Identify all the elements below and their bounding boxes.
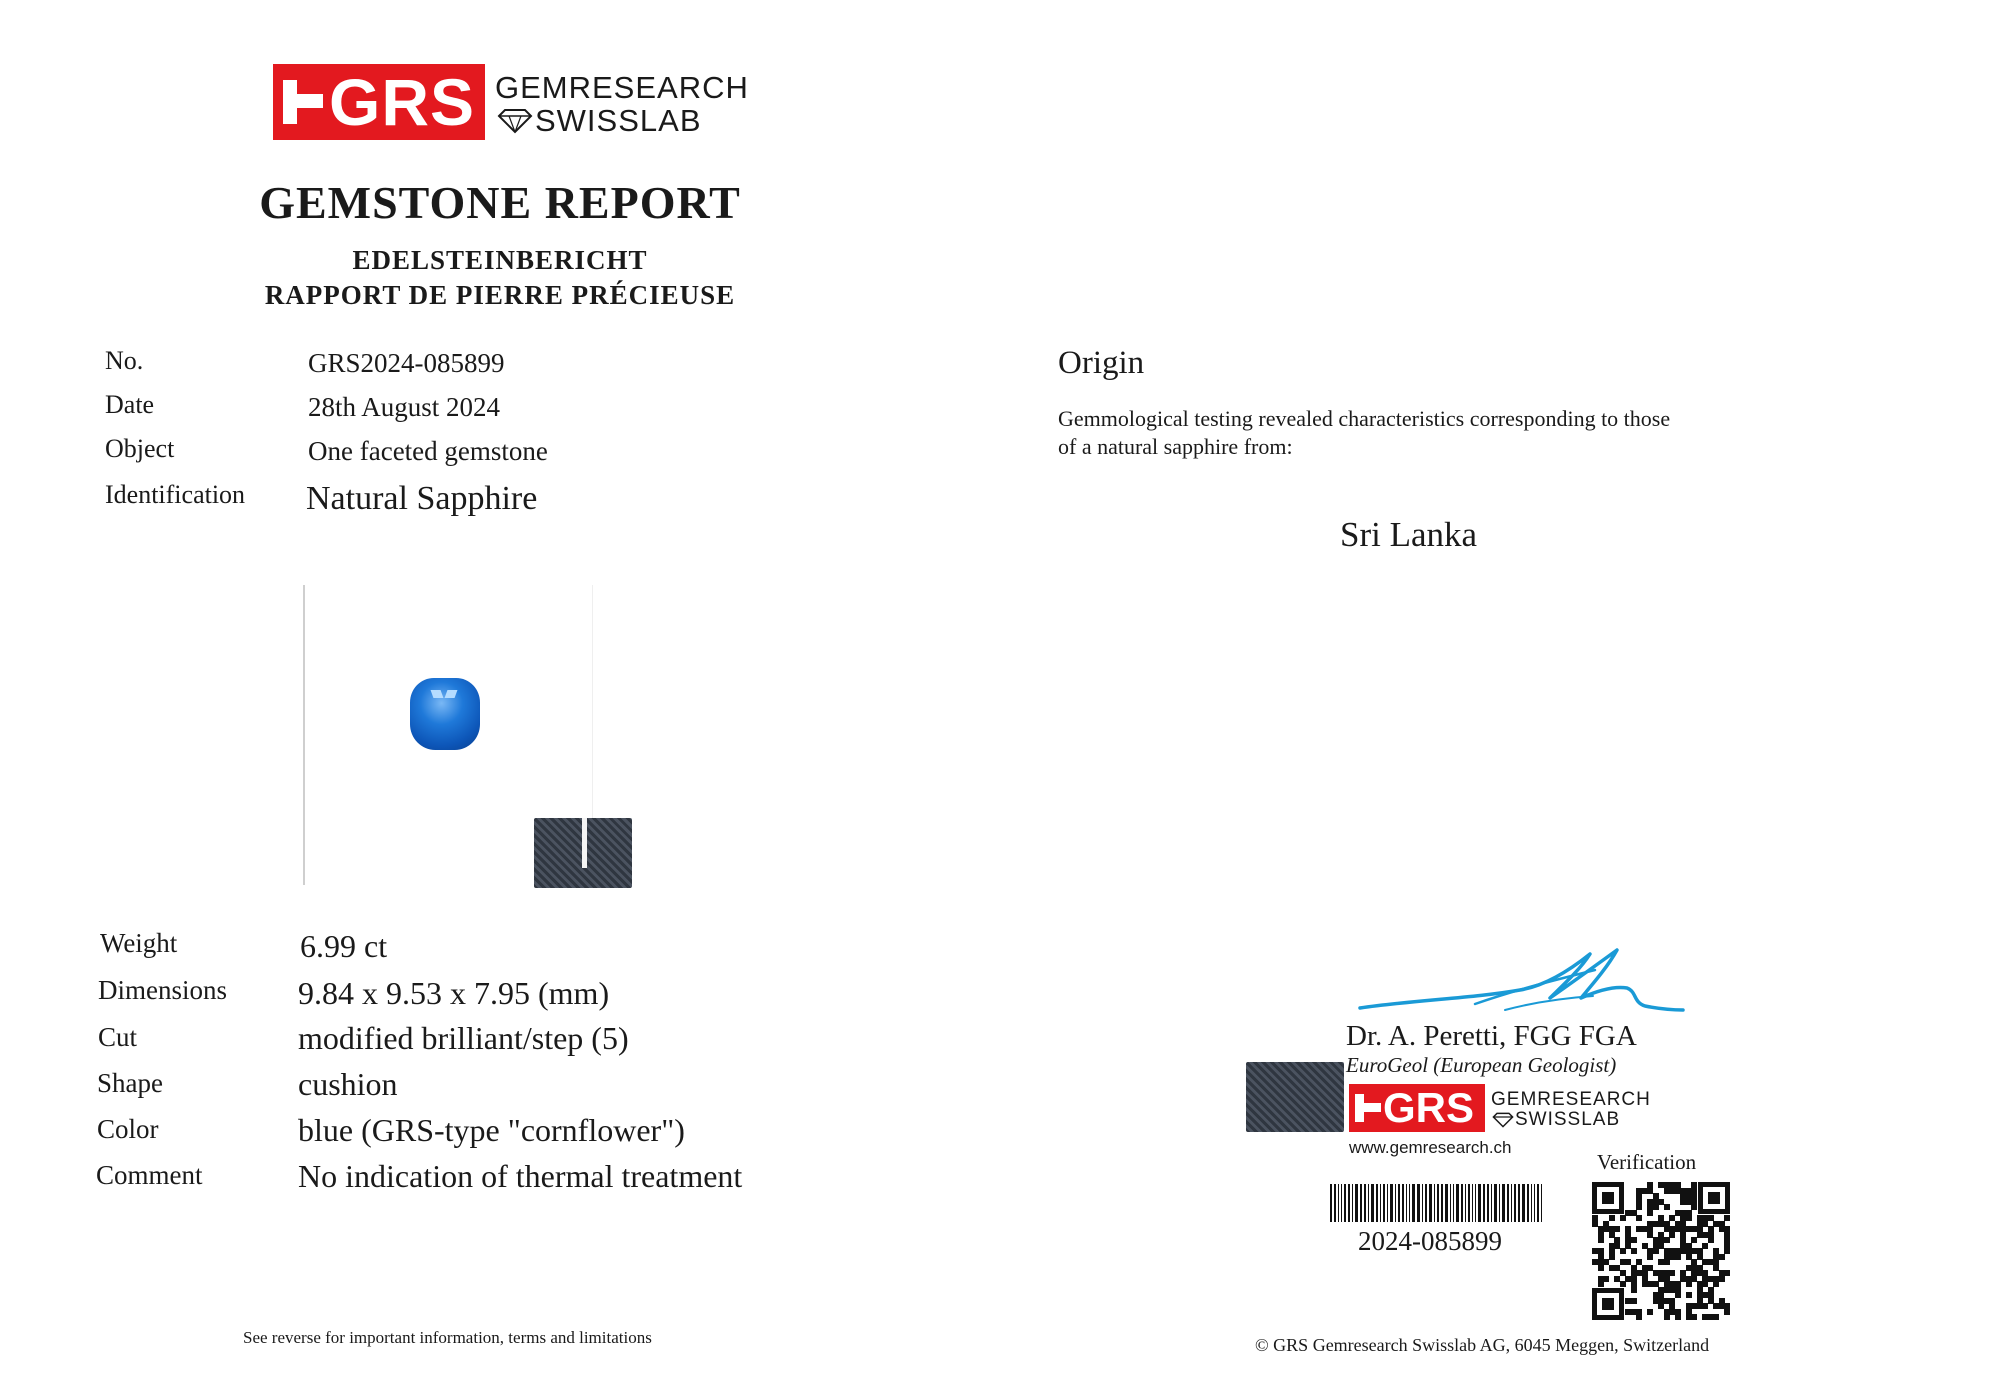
diamond-icon xyxy=(495,108,535,134)
logo-line-2: SWISSLAB xyxy=(535,102,702,138)
qr-module xyxy=(1713,1314,1719,1320)
barcode-bar xyxy=(1422,1184,1423,1222)
barcode-bar xyxy=(1437,1184,1439,1222)
stamp-hologram xyxy=(1246,1062,1344,1132)
info-label-identification: Identification xyxy=(105,480,246,509)
report-title: GEMSTONE REPORT xyxy=(259,177,741,228)
stamp-logo-line-2: SWISSLAB xyxy=(1515,1108,1621,1130)
hologram-seal xyxy=(534,818,632,888)
barcode-bar xyxy=(1425,1184,1427,1222)
barcode-bar xyxy=(1348,1184,1350,1222)
info-value-object: One faceted gemstone xyxy=(308,436,548,466)
barcode-bar xyxy=(1398,1184,1400,1222)
qr-module xyxy=(1647,1254,1653,1260)
barcode-bar xyxy=(1383,1184,1385,1222)
origin-text-line-2: of a natural sapphire from: xyxy=(1058,434,1293,459)
footer-copyright: © GRS Gemresearch Swisslab AG, 6045 Meggen, Switzerland xyxy=(1255,1335,1710,1355)
qr-module xyxy=(1691,1237,1697,1243)
grs-logo-letters: GRS xyxy=(329,65,476,139)
origin-country: Sri Lanka xyxy=(1340,515,1478,554)
barcode-bar xyxy=(1531,1184,1532,1222)
qr-module xyxy=(1708,1237,1714,1243)
barcode-bar xyxy=(1483,1184,1485,1222)
barcode-bar xyxy=(1468,1184,1470,1222)
qr-module xyxy=(1631,1287,1637,1293)
qr-module xyxy=(1713,1281,1719,1287)
barcode-bar xyxy=(1352,1184,1353,1222)
detail-value-color: blue (GRS-type "cornflower") xyxy=(298,1112,685,1148)
barcode-bar xyxy=(1461,1184,1463,1222)
qr-module xyxy=(1724,1270,1730,1276)
detail-label-comment: Comment xyxy=(96,1160,203,1190)
barcode-bar xyxy=(1511,1184,1512,1222)
qr-module xyxy=(1686,1215,1692,1221)
footer-disclaimer: See reverse for important information, terms and limitations xyxy=(243,1328,652,1347)
detail-value-dimensions: 9.84 x 9.53 x 7.95 (mm) xyxy=(298,975,610,1011)
barcode-bar xyxy=(1527,1184,1529,1222)
signature xyxy=(1355,940,1685,1020)
stamp-diamond-icon xyxy=(1491,1112,1515,1128)
barcode-bar xyxy=(1491,1184,1492,1222)
qr-module xyxy=(1598,1265,1604,1271)
barcode-bar xyxy=(1334,1184,1336,1222)
barcode-bar xyxy=(1395,1184,1396,1222)
qr-module xyxy=(1631,1248,1637,1254)
barcode-bar xyxy=(1445,1184,1448,1222)
detail-value-shape: cushion xyxy=(298,1066,398,1102)
qr-module xyxy=(1719,1276,1725,1282)
qr-module xyxy=(1603,1276,1609,1282)
barcode-bar xyxy=(1360,1184,1362,1222)
qr-module xyxy=(1598,1281,1604,1287)
barcode xyxy=(1330,1184,1550,1222)
barcode-bar xyxy=(1507,1184,1509,1222)
qr-module xyxy=(1609,1254,1615,1260)
barcode-bar xyxy=(1387,1184,1388,1222)
barcode-bar xyxy=(1338,1184,1339,1222)
qr-module xyxy=(1653,1204,1659,1210)
barcode-bar xyxy=(1478,1184,1481,1222)
barcode-bar xyxy=(1368,1184,1369,1222)
stamp-logo-line-1: GEMRESEARCH xyxy=(1491,1089,1651,1110)
qr-module xyxy=(1686,1281,1692,1287)
info-value-number: GRS2024-085899 xyxy=(308,348,505,378)
barcode-bar xyxy=(1472,1184,1473,1222)
barcode-bar xyxy=(1330,1184,1332,1222)
qr-code[interactable] xyxy=(1592,1182,1730,1320)
qr-module xyxy=(1691,1314,1697,1320)
qr-module xyxy=(1620,1248,1626,1254)
report-subtitle-de: EDELSTEINBERICHT xyxy=(352,245,648,275)
qr-module xyxy=(1647,1210,1653,1216)
grs-logo xyxy=(273,64,749,140)
barcode-bar xyxy=(1371,1184,1374,1222)
qr-module xyxy=(1631,1298,1637,1304)
qr-module xyxy=(1631,1237,1637,1243)
barcode-bar xyxy=(1450,1184,1451,1222)
origin-text-line-1: Gemmological testing revealed characteristics corresponding to those xyxy=(1058,406,1671,431)
info-label-date: Date xyxy=(105,390,155,419)
detail-label-weight: Weight xyxy=(100,928,178,958)
barcode-bar xyxy=(1499,1184,1500,1222)
qr-module xyxy=(1653,1248,1659,1254)
barcode-bar xyxy=(1487,1184,1489,1222)
info-value-identification: Natural Sapphire xyxy=(306,480,538,517)
barcode-bar xyxy=(1364,1184,1366,1222)
sapphire-gem xyxy=(410,678,480,750)
info-label-number: No. xyxy=(105,346,144,375)
detail-value-cut: modified brilliant/step (5) xyxy=(298,1020,629,1056)
qr-module xyxy=(1636,1204,1642,1210)
qr-module xyxy=(1702,1303,1708,1309)
stamp-logo-mark xyxy=(1349,1084,1485,1132)
detail-label-shape: Shape xyxy=(97,1068,163,1098)
barcode-bar xyxy=(1518,1184,1520,1222)
qr-module xyxy=(1686,1292,1692,1298)
info-label-object: Object xyxy=(105,434,175,463)
barcode-bar xyxy=(1475,1184,1476,1222)
detail-value-comment: No indication of thermal treatment xyxy=(298,1158,743,1194)
qr-module xyxy=(1598,1237,1604,1243)
qr-module xyxy=(1647,1309,1653,1315)
qr-module xyxy=(1724,1309,1730,1315)
barcode-bar xyxy=(1502,1184,1505,1222)
barcode-bar xyxy=(1537,1184,1539,1222)
stamp-cross-icon xyxy=(1355,1091,1383,1125)
qr-module xyxy=(1636,1314,1642,1320)
qr-module xyxy=(1675,1314,1681,1320)
barcode-bar xyxy=(1465,1184,1466,1222)
qr-module xyxy=(1669,1270,1675,1276)
barcode-bar xyxy=(1456,1184,1459,1222)
barcode-bar xyxy=(1514,1184,1516,1222)
barcode-bar xyxy=(1380,1184,1381,1222)
logo-line-1: GEMRESEARCH xyxy=(495,70,749,105)
signatory-name: Dr. A. Peretti, FGG FGA xyxy=(1346,1020,1637,1052)
swiss-cross-icon xyxy=(283,76,327,128)
barcode-bar xyxy=(1429,1184,1432,1222)
detail-label-color: Color xyxy=(97,1114,159,1144)
barcode-bar xyxy=(1406,1184,1407,1222)
qr-module xyxy=(1675,1254,1681,1260)
qr-module xyxy=(1664,1237,1670,1243)
barcode-bar xyxy=(1355,1184,1358,1222)
qr-module xyxy=(1614,1226,1620,1232)
barcode-bar xyxy=(1402,1184,1404,1222)
barcode-bar xyxy=(1417,1184,1420,1222)
grs-logo-mark xyxy=(273,64,485,140)
qr-module xyxy=(1664,1259,1670,1265)
report-subtitle-fr: RAPPORT DE PIERRE PRÉCIEUSE xyxy=(264,280,736,310)
barcode-bar xyxy=(1412,1184,1415,1222)
barcode-bar xyxy=(1494,1184,1497,1222)
qr-module xyxy=(1702,1243,1708,1249)
qr-module xyxy=(1620,1215,1626,1221)
barcode-bar xyxy=(1534,1184,1535,1222)
qr-module xyxy=(1664,1204,1670,1210)
barcode-bar xyxy=(1434,1184,1435,1222)
barcode-number: 2024-085899 xyxy=(1358,1226,1502,1256)
barcode-bar xyxy=(1341,1184,1342,1222)
qr-module xyxy=(1719,1254,1725,1260)
stamp-website: www.gemresearch.ch xyxy=(1349,1138,1512,1157)
origin-heading: Origin xyxy=(1058,345,1145,381)
info-value-date: 28th August 2024 xyxy=(308,392,501,422)
barcode-bar xyxy=(1409,1184,1410,1222)
detail-label-cut: Cut xyxy=(98,1022,138,1052)
stamp-logo-letters: GRS xyxy=(1383,1084,1475,1131)
barcode-bar xyxy=(1390,1184,1393,1222)
verification-label: Verification xyxy=(1597,1150,1697,1174)
barcode-bar xyxy=(1453,1184,1454,1222)
qr-module xyxy=(1664,1314,1670,1320)
qr-module xyxy=(1609,1215,1615,1221)
qr-module xyxy=(1675,1292,1681,1298)
qr-module xyxy=(1724,1248,1730,1254)
barcode-bar xyxy=(1376,1184,1378,1222)
qr-module xyxy=(1691,1204,1697,1210)
qr-module xyxy=(1669,1232,1675,1238)
barcode-bar xyxy=(1541,1184,1542,1222)
barcode-bar xyxy=(1441,1184,1443,1222)
detail-value-weight: 6.99 ct xyxy=(300,928,388,964)
barcode-bar xyxy=(1522,1184,1525,1222)
barcode-bar xyxy=(1344,1184,1346,1222)
signatory-title: EuroGeol (European Geologist) xyxy=(1346,1053,1617,1077)
qr-module xyxy=(1620,1281,1626,1287)
qr-module xyxy=(1636,1215,1642,1221)
detail-label-dimensions: Dimensions xyxy=(98,975,228,1005)
stamp-logo xyxy=(1349,1084,1651,1132)
qr-module xyxy=(1724,1215,1730,1221)
